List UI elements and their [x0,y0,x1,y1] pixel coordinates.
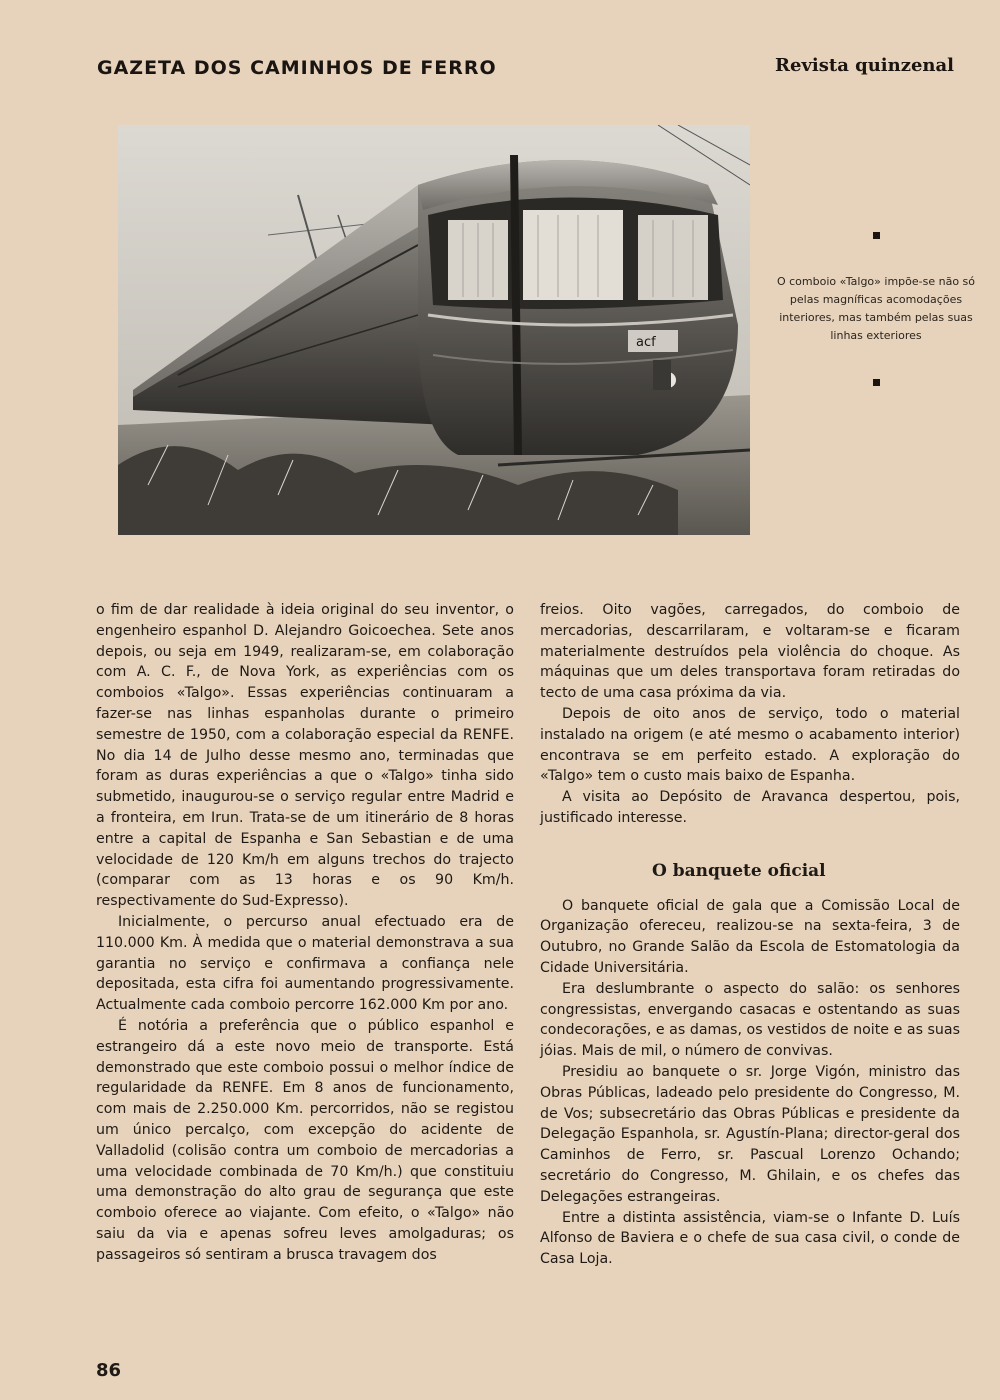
left-column [96,600,514,1266]
right-column [540,600,960,1270]
paragraph: O banquete oficial de gala que a Comissão Local de Organização ofereceu, realizou-se na sexta-feira, 3 de Outubro, no Grande Salão da Escola de Estomatologia da Cidade Universitária. [540,897,960,976]
bullet-mark-bottom [873,379,880,386]
photo-caption-box [776,232,976,386]
paragraph: o fim de dar realidade à ideia original do seu inventor, o engenheiro espanhol D. Alejandro Goicoechea. Sete anos depois, ou seja em 1949, realizaram-se, em colaboração com A. C. F., de Nova York, as experiências com os comboios «Talgo». Essas experiências continuaram a fazer-se nas linhas espanholas durante o primeiro semestre de 1950, com a colaboração especial da RENFE. No dia 14 de Julho desse mesmo ano, terminadas que foram as duras experiências a que o «Talgo» tinha sido submetido, inaugurou-se o serviço regular entre Madrid e a fronteira, em Irun. Trata-se de um itinerário de 8 horas entre a capital de Espanha e San Sebastian e de uma velocidade de 120 Km/h em alguns trechos do trajecto (comparar com as 13 horas e os 90 Km/h. respectivamente do Sud-Expresso). [96,602,514,910]
page-number: 86 [96,1360,122,1381]
paragraph: É notória a preferência que o público espanhol e estrangeiro dá a este novo meio de transporte. Está demonstrado que este comboio possui o melhor índice de regularidade da RENFE. Em 8 anos de funcionamento, com mais de 2.250.000 Km. percorridos, não se registou um único percalço, com excepção do acidente de Valladolid (colisão contra um comboio de mercadorias a uma velocidade combinada de 70 Km/h.) que constituiu uma demonstração do alto grau de segurança que este comboio oferece ao viajante. Com efeito, o «Talgo» não saiu da via e apenas sofreu leves amolgaduras; os passageiros só sentiram a brusca travagem dos [96,1017,514,1263]
paragraph: A visita ao Depósito de Aravanca despertou, pois, justificado interesse. [540,789,960,826]
talgo-train-photo [118,125,750,535]
paragraph: Depois de oito anos de serviço, todo o material instalado na origem (e até mesmo o acabamento interior) encontrava se em perfeito estado. A exploração do «Talgo» tem o custo mais baixo de Espanha. [540,705,960,785]
bullet-mark-top [873,232,880,239]
acf-logo: acf [636,335,656,350]
journal-subtitle: Revista quinzenal [775,55,954,76]
paragraph: freios. Oito vagões, carregados, do comboio de mercadorias, descarrilaram, e voltaram-se e ficaram materialmente destruídos pela violência do choque. As máquinas que um deles transportava foram retiradas do tecto de uma casa próxima da via. [540,602,960,702]
section-heading: O banquete oficial [652,860,826,881]
paragraph: Presidiu ao banquete o sr. Jorge Vigón, ministro das Obras Públicas, ladeado pelo presidente do Congresso, M. de Vos; subsecretário das Obras Públicas e presidente da Delegação Espanhola, sr. Agustín-Plana; director-geral dos Caminhos de Ferro, sr. Pascual Lorenzo Ochando; secretário do Congresso, M. Ghilain, e os chefes das Delegações estrangeiras. [540,1063,960,1205]
journal-title: GAZETA DOS CAMINHOS DE FERRO [97,57,497,79]
paragraph: Entre a distinta assistência, viam-se o Infante D. Luís Alfonso de Baviera e o chefe de sua casa civil, o conde de Casa Loja. [540,1209,960,1268]
photo-caption: O comboio «Talgo» impõe-se não só pelas magníficas acomodações interiores, mas também pelas suas linhas exteriores [776,275,976,342]
paragraph: Inicialmente, o percurso anual efectuado era de 110.000 Km. À medida que o material demonstrava a sua garantia no serviço e confirmava a confiança nele depositada, esta cifra foi aumentando progressivamente. Actualmente cada comboio percorre 162.000 Km por ano. [96,913,514,1014]
paragraph: Era deslumbrante o aspecto do salão: os senhores congressistas, envergando casacas e ostentando as suas condecorações, e as damas, os vestidos de noite e as suas jóias. Mais de mil, o número de convivas. [540,980,960,1060]
